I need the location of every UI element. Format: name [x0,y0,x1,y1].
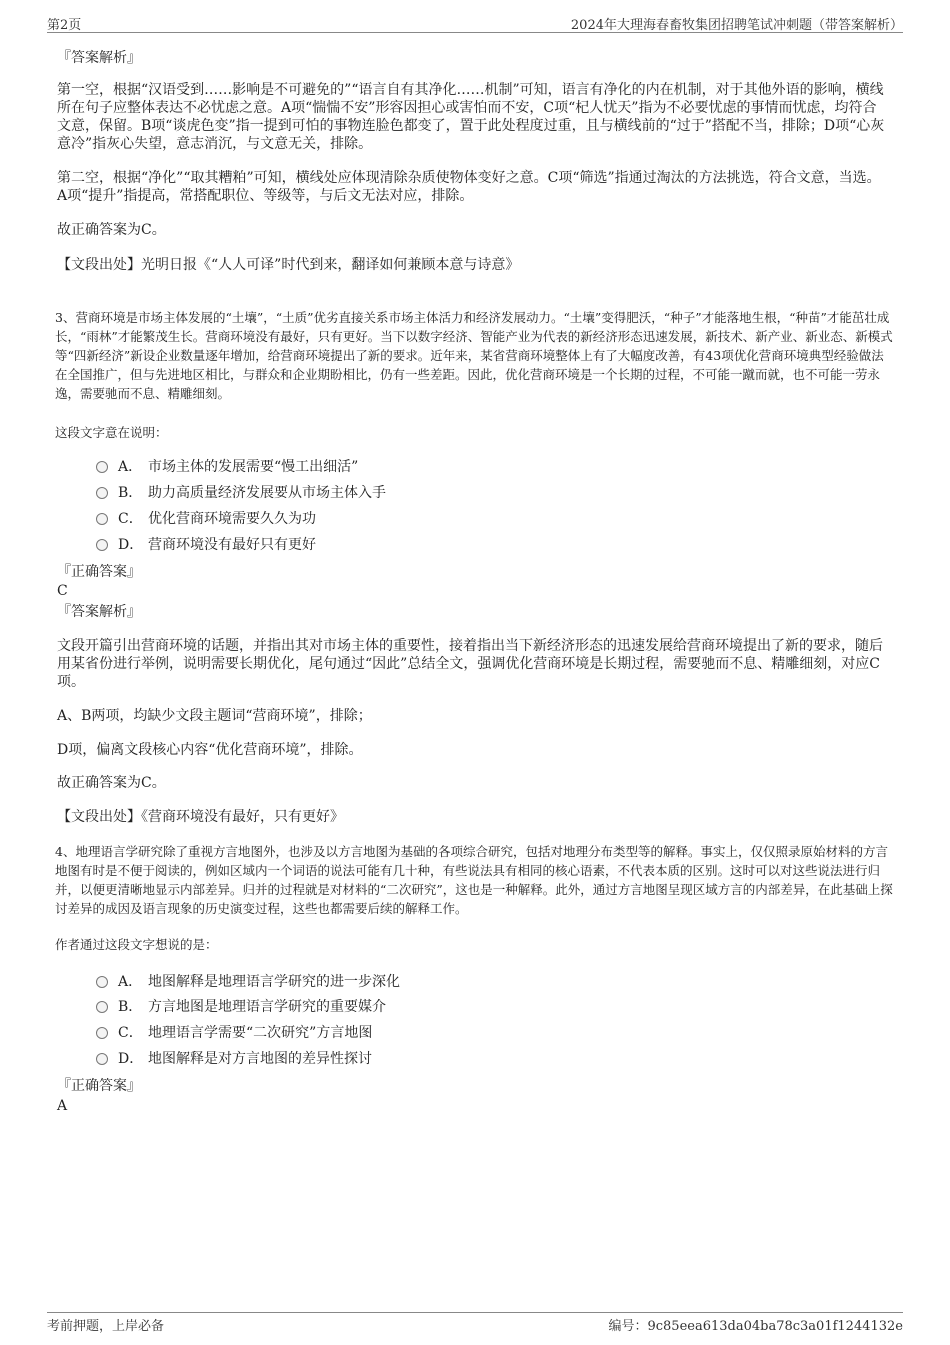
option-text: 市场主体的发展需要“慢工出细活” [148,459,359,475]
q2-source: 【文段出处】光明日报《“人人可译”时代到来，翻译如何兼顾本意与诗意》 [57,257,520,273]
q3-answer: C [57,583,68,599]
q3-analysis-para2: A、B两项，均缺少文段主题词“营商环境”，排除； [57,708,372,724]
radio-icon[interactable] [96,487,108,499]
page-footer [47,1312,903,1335]
option-letter: A． [118,974,143,990]
q4-answer-label: 『正确答案』 [57,1078,141,1094]
radio-icon[interactable] [96,539,108,551]
option-text: 方言地图是地理语言学研究的重要媒介 [148,999,386,1015]
option-text: 地图解释是对方言地图的差异性探讨 [148,1051,372,1067]
footer-slogan: 考前押题，上岸必备 [47,1319,165,1334]
option-text: 助力高质量经济发展要从市场主体入手 [148,485,386,501]
option-text: 优化营商环境需要久久为功 [148,511,316,527]
radio-icon[interactable] [96,1027,108,1039]
q4-answer: A [57,1098,68,1114]
q3-source: 【文段出处】《营商环境没有最好，只有更好》 [57,809,344,825]
page-header [47,10,903,33]
q3-analysis-label: 『答案解析』 [57,604,141,620]
q3-analysis-para3: D项，偏离文段核心内容“优化营商环境”，排除。 [57,742,363,758]
radio-icon[interactable] [96,976,108,988]
q2-conclusion: 故正确答案为C。 [57,222,166,238]
q3-option-b[interactable] [96,484,386,502]
option-letter: B． [118,485,143,501]
option-letter: C． [118,1025,143,1041]
option-letter: C． [118,511,143,527]
option-letter: A． [118,459,143,475]
q2-analysis-label: 『答案解析』 [57,50,141,66]
q3-stem: 3、营商环境是市场主体发展的“土壤”，“土质”优劣直接关系市场主体活力和经济发展动力。“土壤”变得肥沃，“种子”才能落地生根，“种苗”才能茁壮成长，“雨林”才能繁茂生长。营商环境没有最好，只有更好。当下以数字经济、智能产业为代表的新经济形态迅速发展，新技术、新产业、新业态、新模式等“四新经济”新设企业数量逐年增加，给营商环境提出了新的要求。近年来，某省营商环境整体上有了大幅度改善，有43项优化营商环境典型经验做法在全国推广，但与先进地区相比，与群众和企业期盼相比，仍有一些差距。因此，优化营商环境是一个长期的过程，不可能一蹴而就，也不可能一劳永逸，需要驰而不息、精雕细刻。 [55,310,893,401]
q3-option-c[interactable] [96,510,316,528]
radio-icon[interactable] [96,461,108,473]
option-text: 地图解释是地理语言学研究的进一步深化 [148,974,400,990]
option-letter: D． [118,1051,144,1067]
option-text: 营商环境没有最好只有更好 [148,537,316,553]
q3-option-d[interactable] [96,536,316,554]
page-number: 第2页 [47,18,82,33]
document-id: 编号：9c85eea613da04ba78c3a01f1244132e [608,1319,903,1334]
radio-icon[interactable] [96,513,108,525]
document-title: 2024年大理海春畜牧集团招聘笔试冲刺题（带答案解析） [570,18,903,33]
radio-icon[interactable] [96,1053,108,1065]
q4-question: 作者通过这段文字想说的是： [55,937,218,952]
q4-option-d[interactable] [96,1050,372,1068]
q3-answer-label: 『正确答案』 [57,564,141,580]
q3-option-a[interactable] [96,458,358,476]
q3-analysis-para1: 文段开篇引出营商环境的话题，并指出其对市场主体的重要性，接着指出当下新经济形态的迅速发展给营商环境提出了新的要求，随后用某省份进行举例，说明需要长期优化，尾句通过“因此”总结全文，强调优化营商环境是长期过程，需要驰而不息、精雕细刻，对应C项。 [57,638,883,690]
q3-question: 这段文字意在说明： [55,425,168,440]
q4-stem: 4、地理语言学研究除了重视方言地图外，也涉及以方言地图为基础的各项综合研究，包括对地理分布类型等的解释。事实上，仅仅照录原始材料的方言地图有时是不便于阅读的，例如区域内一个词语的说法可能有几十种，有些说法具有相同的核心语素，不代表本质的区别。这时可以对这些说法进行归并，以便更清晰地显示内部差异。归并的过程就是对材料的“二次研究”，这也是一种解释。此外，通过方言地图呈现区域方言的内部差异，在此基础上探讨差异的成因及语言现象的历史演变过程，这些也都需要后续的解释工作。 [55,844,893,916]
radio-icon[interactable] [96,1001,108,1013]
q4-option-a[interactable] [96,973,400,991]
option-letter: D． [118,537,144,553]
q2-analysis-para1: 第一空，根据“汉语受到……影响是不可避免的”“语言自有其净化……机制”可知，语言有净化的内在机制，对于其他外语的影响，横线所在句子应整体表达不必忧虑之意。A项“惴惴不安”形容因担心或害怕而不安，C项“杞人忧天”指为不必要忧虑的事情而忧虑，均符合文意，保留。B项“谈虎色变”指一提到可怕的事物连脸色都变了，置于此处程度过重，且与横线前的“过于”搭配不当，排除；D项“心灰意冷”指灰心失望，意志消沉，与文意无关，排除。 [57,82,885,152]
q4-option-c[interactable] [96,1024,372,1042]
option-letter: B． [118,999,143,1015]
option-text: 地理语言学需要“二次研究”方言地图 [148,1025,373,1041]
q3-conclusion: 故正确答案为C。 [57,775,166,791]
q4-option-b[interactable] [96,998,386,1016]
q2-analysis-para2: 第二空，根据“净化”“取其糟粕”可知，横线处应体现清除杂质使物体变好之意。C项“筛选”指通过淘汰的方法挑选，符合文意，当选。A项“提升”指提高，常搭配职位、等级等，与后文无法对应，排除。 [57,170,881,204]
